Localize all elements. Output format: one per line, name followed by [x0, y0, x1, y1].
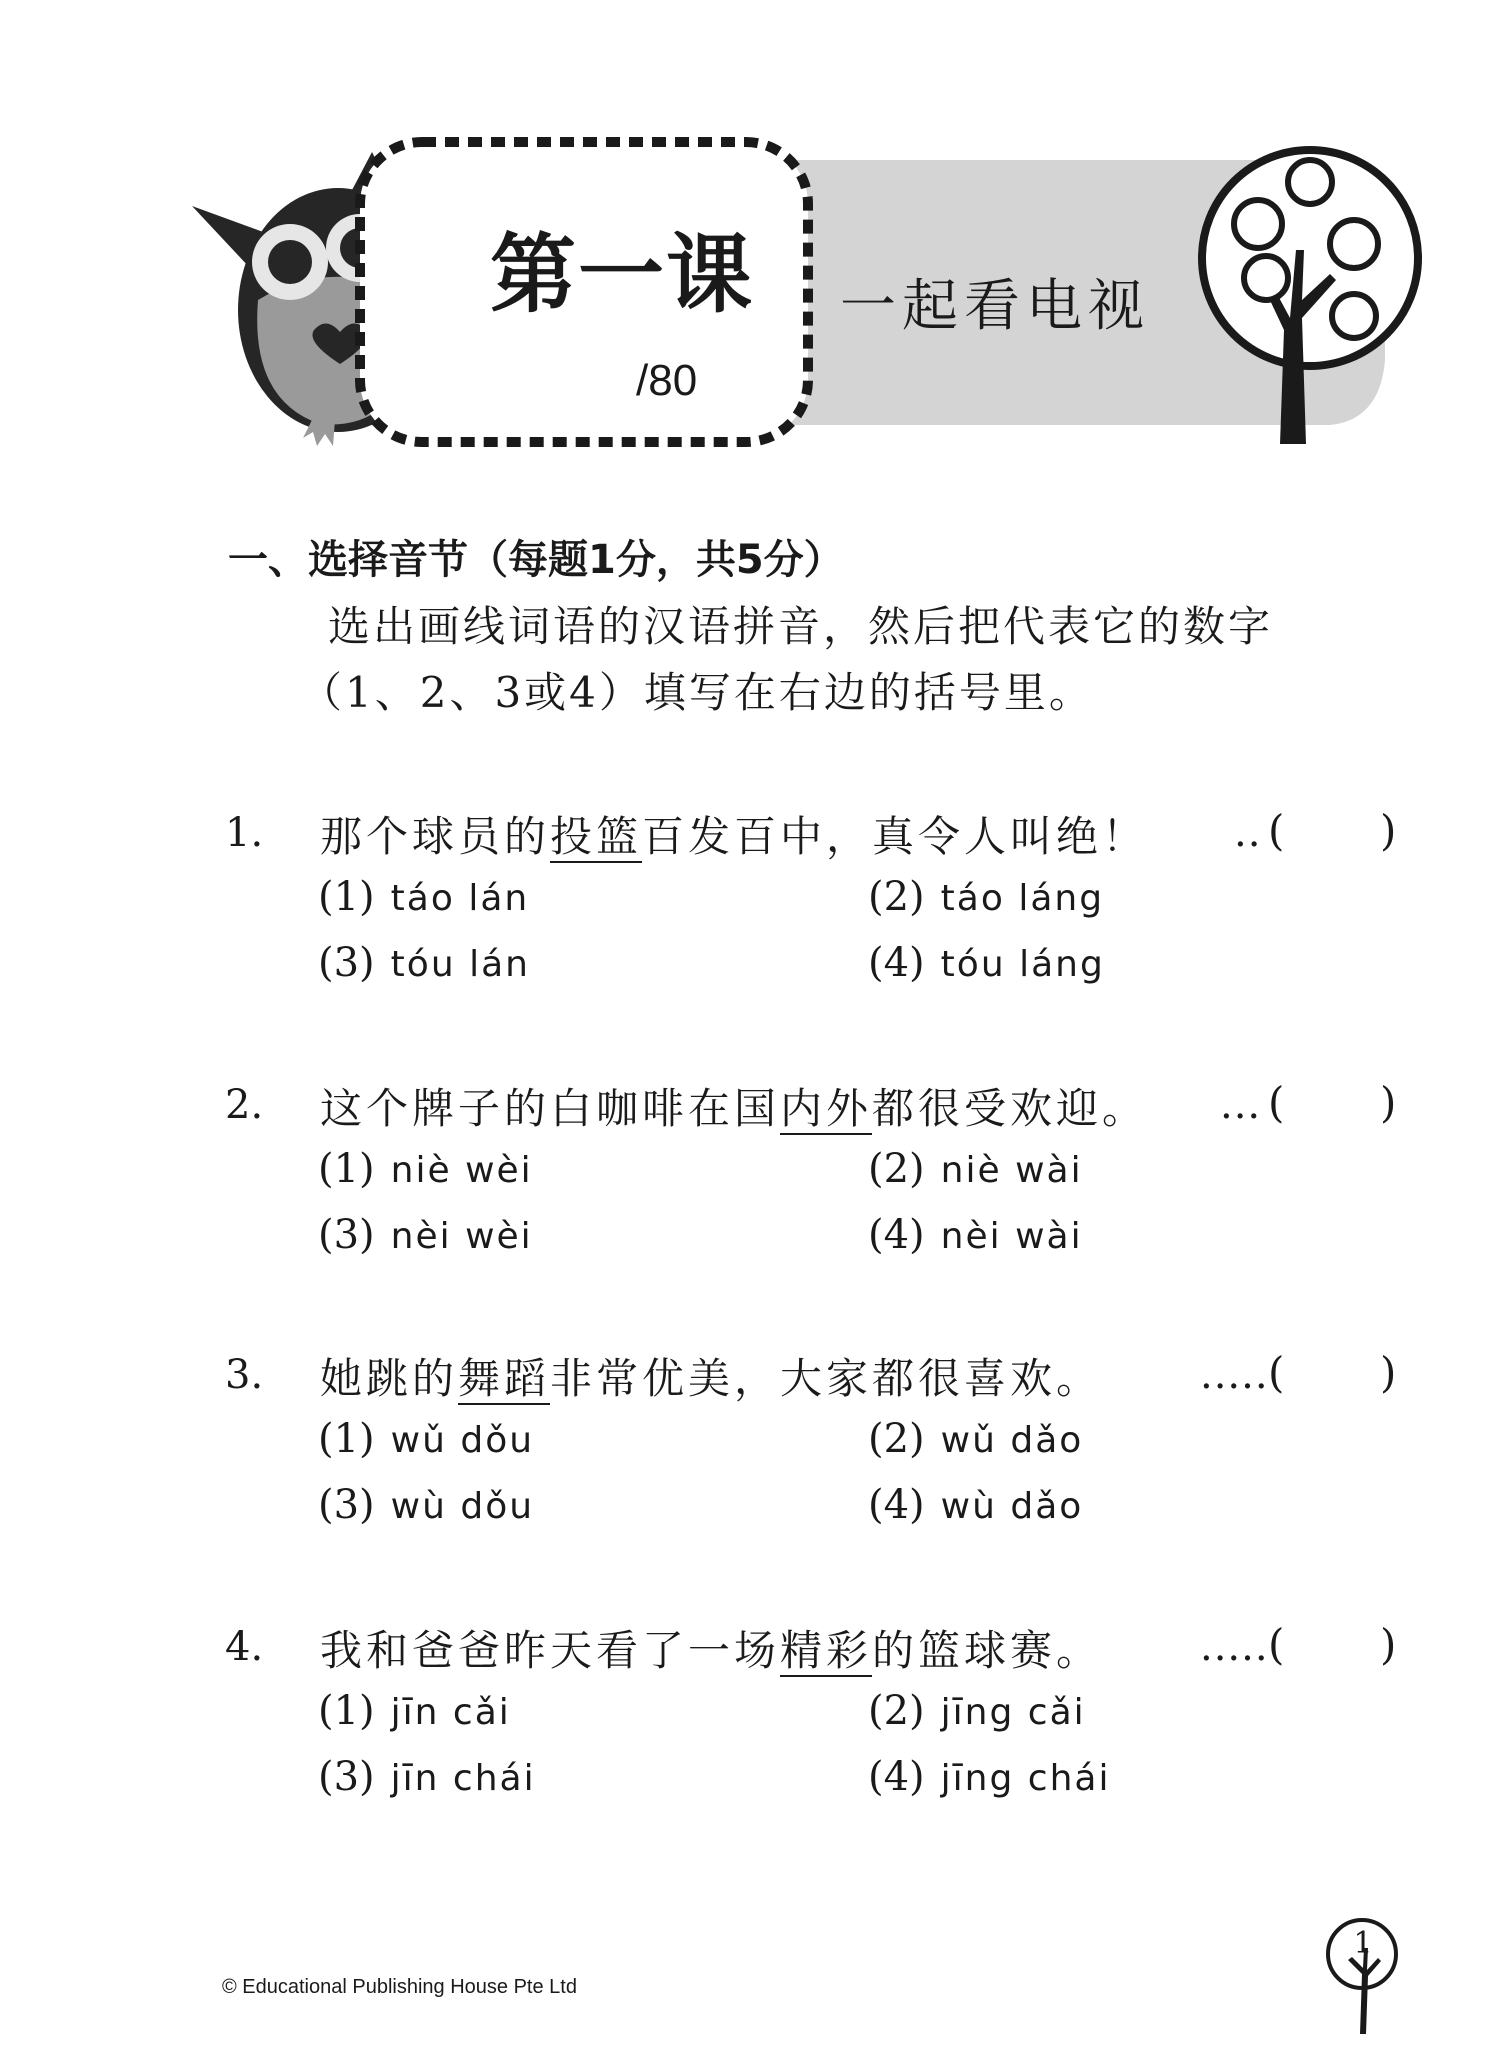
leader-dots: ..	[1234, 810, 1262, 856]
option-pinyin: nèi wèi	[390, 1216, 533, 1257]
leader-dots: ...	[1220, 1082, 1262, 1128]
page-number: 1	[1353, 1926, 1373, 1961]
question-sentence	[320, 1346, 1102, 1406]
sentence-before: 我和爸爸昨天看了一场	[320, 1626, 781, 1675]
sentence-before: 这个牌子的白咖啡在国	[320, 1084, 781, 1133]
underlined-word: 内外	[780, 1084, 873, 1133]
option-number: (4)	[868, 1754, 925, 1800]
option-pinyin: jīn chái	[390, 1758, 536, 1799]
option-pinyin: nèi wài	[940, 1216, 1083, 1257]
option-2	[868, 1688, 1086, 1742]
leader-dots: .....	[1200, 1352, 1269, 1398]
answer-paren-right: )	[1380, 806, 1397, 855]
question-3	[0, 1348, 1501, 1552]
option-2	[868, 1416, 1083, 1470]
option-number: (2)	[868, 1416, 925, 1462]
option-number: (3)	[318, 940, 375, 986]
option-number: (2)	[868, 874, 925, 920]
option-pinyin: niè wèi	[390, 1150, 533, 1191]
option-pinyin: wù dǎo	[940, 1486, 1084, 1527]
option-number: (1)	[318, 874, 375, 920]
question-2	[0, 1078, 1501, 1282]
underlined-word: 精彩	[780, 1626, 873, 1675]
option-3	[318, 1754, 536, 1808]
answer-paren-left: (	[1268, 1620, 1285, 1669]
sentence-before: 那个球员的	[320, 812, 551, 861]
question-1	[0, 806, 1501, 1010]
option-4	[868, 940, 1105, 994]
option-pinyin: táo láng	[940, 878, 1105, 919]
question-sentence	[320, 1076, 1148, 1136]
option-4	[868, 1754, 1110, 1808]
option-3	[318, 940, 530, 994]
option-1	[318, 1146, 533, 1200]
option-number: (3)	[318, 1754, 375, 1800]
answer-paren-right: )	[1380, 1078, 1397, 1127]
option-pinyin: jīng chái	[940, 1758, 1111, 1799]
answer-field[interactable]	[1290, 1076, 1376, 1134]
sentence-after: 非常优美，大家都很喜欢。	[550, 1354, 1103, 1403]
sentence-before: 她跳的	[320, 1354, 459, 1403]
question-number: 3.	[225, 1352, 264, 1398]
question-number: 2.	[225, 1082, 264, 1128]
option-number: (4)	[868, 1482, 925, 1528]
section-instruction	[300, 594, 1420, 744]
option-pinyin: wǔ dǒu	[390, 1420, 535, 1461]
question-number: 4.	[225, 1624, 264, 1670]
option-pinyin: táo lán	[390, 878, 530, 919]
underlined-word: 舞蹈	[458, 1354, 551, 1403]
leader-dots: .....	[1200, 1624, 1269, 1670]
answer-paren-left: (	[1268, 1078, 1285, 1127]
score-slot: /80	[636, 356, 698, 405]
option-number: (4)	[868, 940, 925, 986]
option-pinyin: jīn cǎi	[390, 1692, 511, 1733]
sentence-after: 的篮球赛。	[872, 1626, 1103, 1675]
answer-paren-left: (	[1268, 1348, 1285, 1397]
instruction-line-2: （1、2、3或4）填写在右边的括号里。	[300, 668, 1094, 717]
option-4	[868, 1212, 1083, 1266]
option-number: (4)	[868, 1212, 925, 1258]
question-number: 1.	[225, 810, 264, 856]
option-number: (3)	[318, 1212, 375, 1258]
section-heading: 一、选择音节（每题1分，共5分）	[228, 537, 844, 583]
option-pinyin: tóu láng	[940, 944, 1105, 985]
question-sentence	[320, 804, 1148, 864]
option-3	[318, 1212, 533, 1266]
option-number: (1)	[318, 1416, 375, 1462]
option-2	[868, 874, 1104, 928]
option-number: (2)	[868, 1146, 925, 1192]
option-1	[318, 874, 529, 928]
answer-paren-right: )	[1380, 1348, 1397, 1397]
option-pinyin: jīng cǎi	[940, 1692, 1086, 1733]
lesson-subtitle: 一起看电视	[840, 274, 1150, 339]
answer-field[interactable]	[1290, 1618, 1376, 1676]
option-number: (1)	[318, 1688, 375, 1734]
instruction-line-1: 选出画线词语的汉语拼音，然后把代表它的数字	[328, 602, 1274, 651]
answer-field[interactable]	[1290, 804, 1376, 862]
option-1	[318, 1416, 534, 1470]
answer-paren-left: (	[1268, 806, 1285, 855]
option-pinyin: wǔ dǎo	[940, 1420, 1084, 1461]
lesson-title: 第一课	[490, 225, 754, 325]
sentence-after: 百发百中，真令人叫绝！	[642, 812, 1149, 861]
option-number: (2)	[868, 1688, 925, 1734]
option-1	[318, 1688, 511, 1742]
question-4	[0, 1620, 1501, 1824]
option-4	[868, 1482, 1083, 1536]
option-pinyin: niè wài	[940, 1150, 1083, 1191]
option-pinyin: wù dǒu	[390, 1486, 535, 1527]
answer-paren-right: )	[1380, 1620, 1397, 1669]
sentence-after: 都很受欢迎。	[872, 1084, 1149, 1133]
option-pinyin: tóu lán	[390, 944, 530, 985]
option-3	[318, 1482, 534, 1536]
underlined-word: 投篮	[550, 812, 643, 861]
option-number: (1)	[318, 1146, 375, 1192]
option-number: (3)	[318, 1482, 375, 1528]
copyright-notice: © Educational Publishing House Pte Ltd	[222, 1976, 577, 1998]
answer-field[interactable]	[1290, 1346, 1376, 1404]
option-2	[868, 1146, 1083, 1200]
question-sentence	[320, 1618, 1102, 1678]
